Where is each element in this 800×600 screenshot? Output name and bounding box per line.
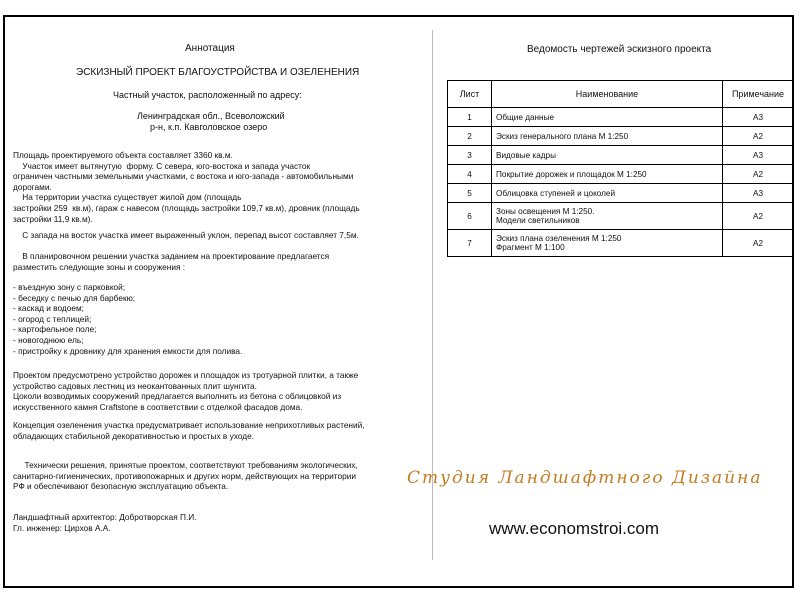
annotation-title: Аннотация xyxy=(185,43,235,54)
row-note: А2 xyxy=(723,230,794,257)
paragraph-slope: С запада на восток участка имеет выраженный уклон, перепад высот составляет 7,5м. xyxy=(13,230,359,240)
header-sheet: Лист xyxy=(448,81,492,108)
row-note: А2 xyxy=(723,127,794,146)
table-row xyxy=(448,230,794,257)
signatures: Ландшафтный архитектор: Добротворская П.И. Гл. инженер: Цирхов А.А. xyxy=(13,512,197,533)
address-line-2: р-н, к.п. Кавголовское озеро xyxy=(150,122,268,132)
table-header-row xyxy=(448,81,794,108)
row-name: Облицовка ступеней и цоколей xyxy=(492,184,723,203)
row-num: 5 xyxy=(448,184,492,203)
studio-name: Студия Ландшафтного Дизайна xyxy=(407,468,763,488)
paragraph-zones-intro: В планировочном решении участка заданием на проектирование предлагается разместить следующие зоны и сооружения : xyxy=(13,251,330,272)
row-num: 3 xyxy=(448,146,492,165)
row-name: Эскиз генерального плана М 1:250 xyxy=(492,127,723,146)
website-link[interactable]: www.economstroi.com xyxy=(489,519,660,538)
address-intro: Частный участок, расположенный по адресу: xyxy=(113,90,302,100)
row-note: А2 xyxy=(723,165,794,184)
row-note: А3 xyxy=(723,108,794,127)
vedomost-title: Ведомость чертежей эскизного проекта xyxy=(527,44,712,55)
row-name: Видовые кадры xyxy=(492,146,723,165)
table-row xyxy=(448,203,794,230)
row-name: Эскиз плана озеленения М 1:250 Фрагмент М 1:100 xyxy=(492,230,723,257)
table-row xyxy=(448,165,794,184)
address-line-1: Ленинградская обл., Всеволожский xyxy=(137,111,285,121)
row-name: Общие данные xyxy=(492,108,723,127)
row-name: Покрытие дорожек и площадок М 1:250 xyxy=(492,165,723,184)
paragraph-area: Площадь проектируемого объекта составляет 3360 кв.м. Участок имеет вытянутую форму. С севера, юго-востока и запада участок ограничен частными земельными участками, с востока и юго-запада - автомобильными дорогами. На территории участка существует жилой дом (площадь застройки 259 кв.м), гараж с навесом (площадь застройки 109,7 кв.м), дровник (площадь застройки 11,9 кв.м). xyxy=(13,150,360,224)
row-note: А3 xyxy=(723,146,794,165)
header-note: Примечание xyxy=(723,81,794,108)
row-num: 6 xyxy=(448,203,492,230)
table-row xyxy=(448,184,794,203)
table-row xyxy=(448,108,794,127)
table-row xyxy=(448,127,794,146)
row-num: 1 xyxy=(448,108,492,127)
row-num: 2 xyxy=(448,127,492,146)
row-note: А2 xyxy=(723,203,794,230)
paragraph-planting: Концепция озеленения участка предусматривает использование неприхотливых растений, обладающих стабильной декоративностью и простых в уходе. xyxy=(13,420,365,441)
header-name: Наименование xyxy=(492,81,723,108)
drawings-table xyxy=(447,80,794,257)
paragraph-paving: Проектом предусмотрено устройство дорожек и площадок из тротуарной плитки, а также устройство садовых лестниц из неокантованных плит шунгита. Цоколи возводимых сооружений предлагается выполнить из бетона с облицовкой из искусственного камня Craftstone в соответствии с отделкой фасадов дома. xyxy=(13,370,359,412)
paragraph-norms: Технически решения, принятые проектом, соответствуют требованиям экологических, санитарно-гигиенических, противопожарных и других норм, действующих на территории РФ и обеспечивают безопасную эксплуатацию объекта. xyxy=(13,460,358,492)
row-num: 4 xyxy=(448,165,492,184)
row-name: Зоны освещения М 1:250. Модели светильников xyxy=(492,203,723,230)
zones-list: - въездную зону с парковкой; - беседку с печью для барбекю; - каскад и водоем; - огород с теплицей; - картофельное поле; - новогоднюю ель; - пристройку к дровнику для хранения емкости для полива. xyxy=(13,282,243,356)
annotation-subtitle: ЭСКИЗНЫЙ ПРОЕКТ БЛАГОУСТРОЙСТВА И ОЗЕЛЕНЕНИЯ xyxy=(76,67,360,78)
table-row xyxy=(448,146,794,165)
row-note: А3 xyxy=(723,184,794,203)
row-num: 7 xyxy=(448,230,492,257)
